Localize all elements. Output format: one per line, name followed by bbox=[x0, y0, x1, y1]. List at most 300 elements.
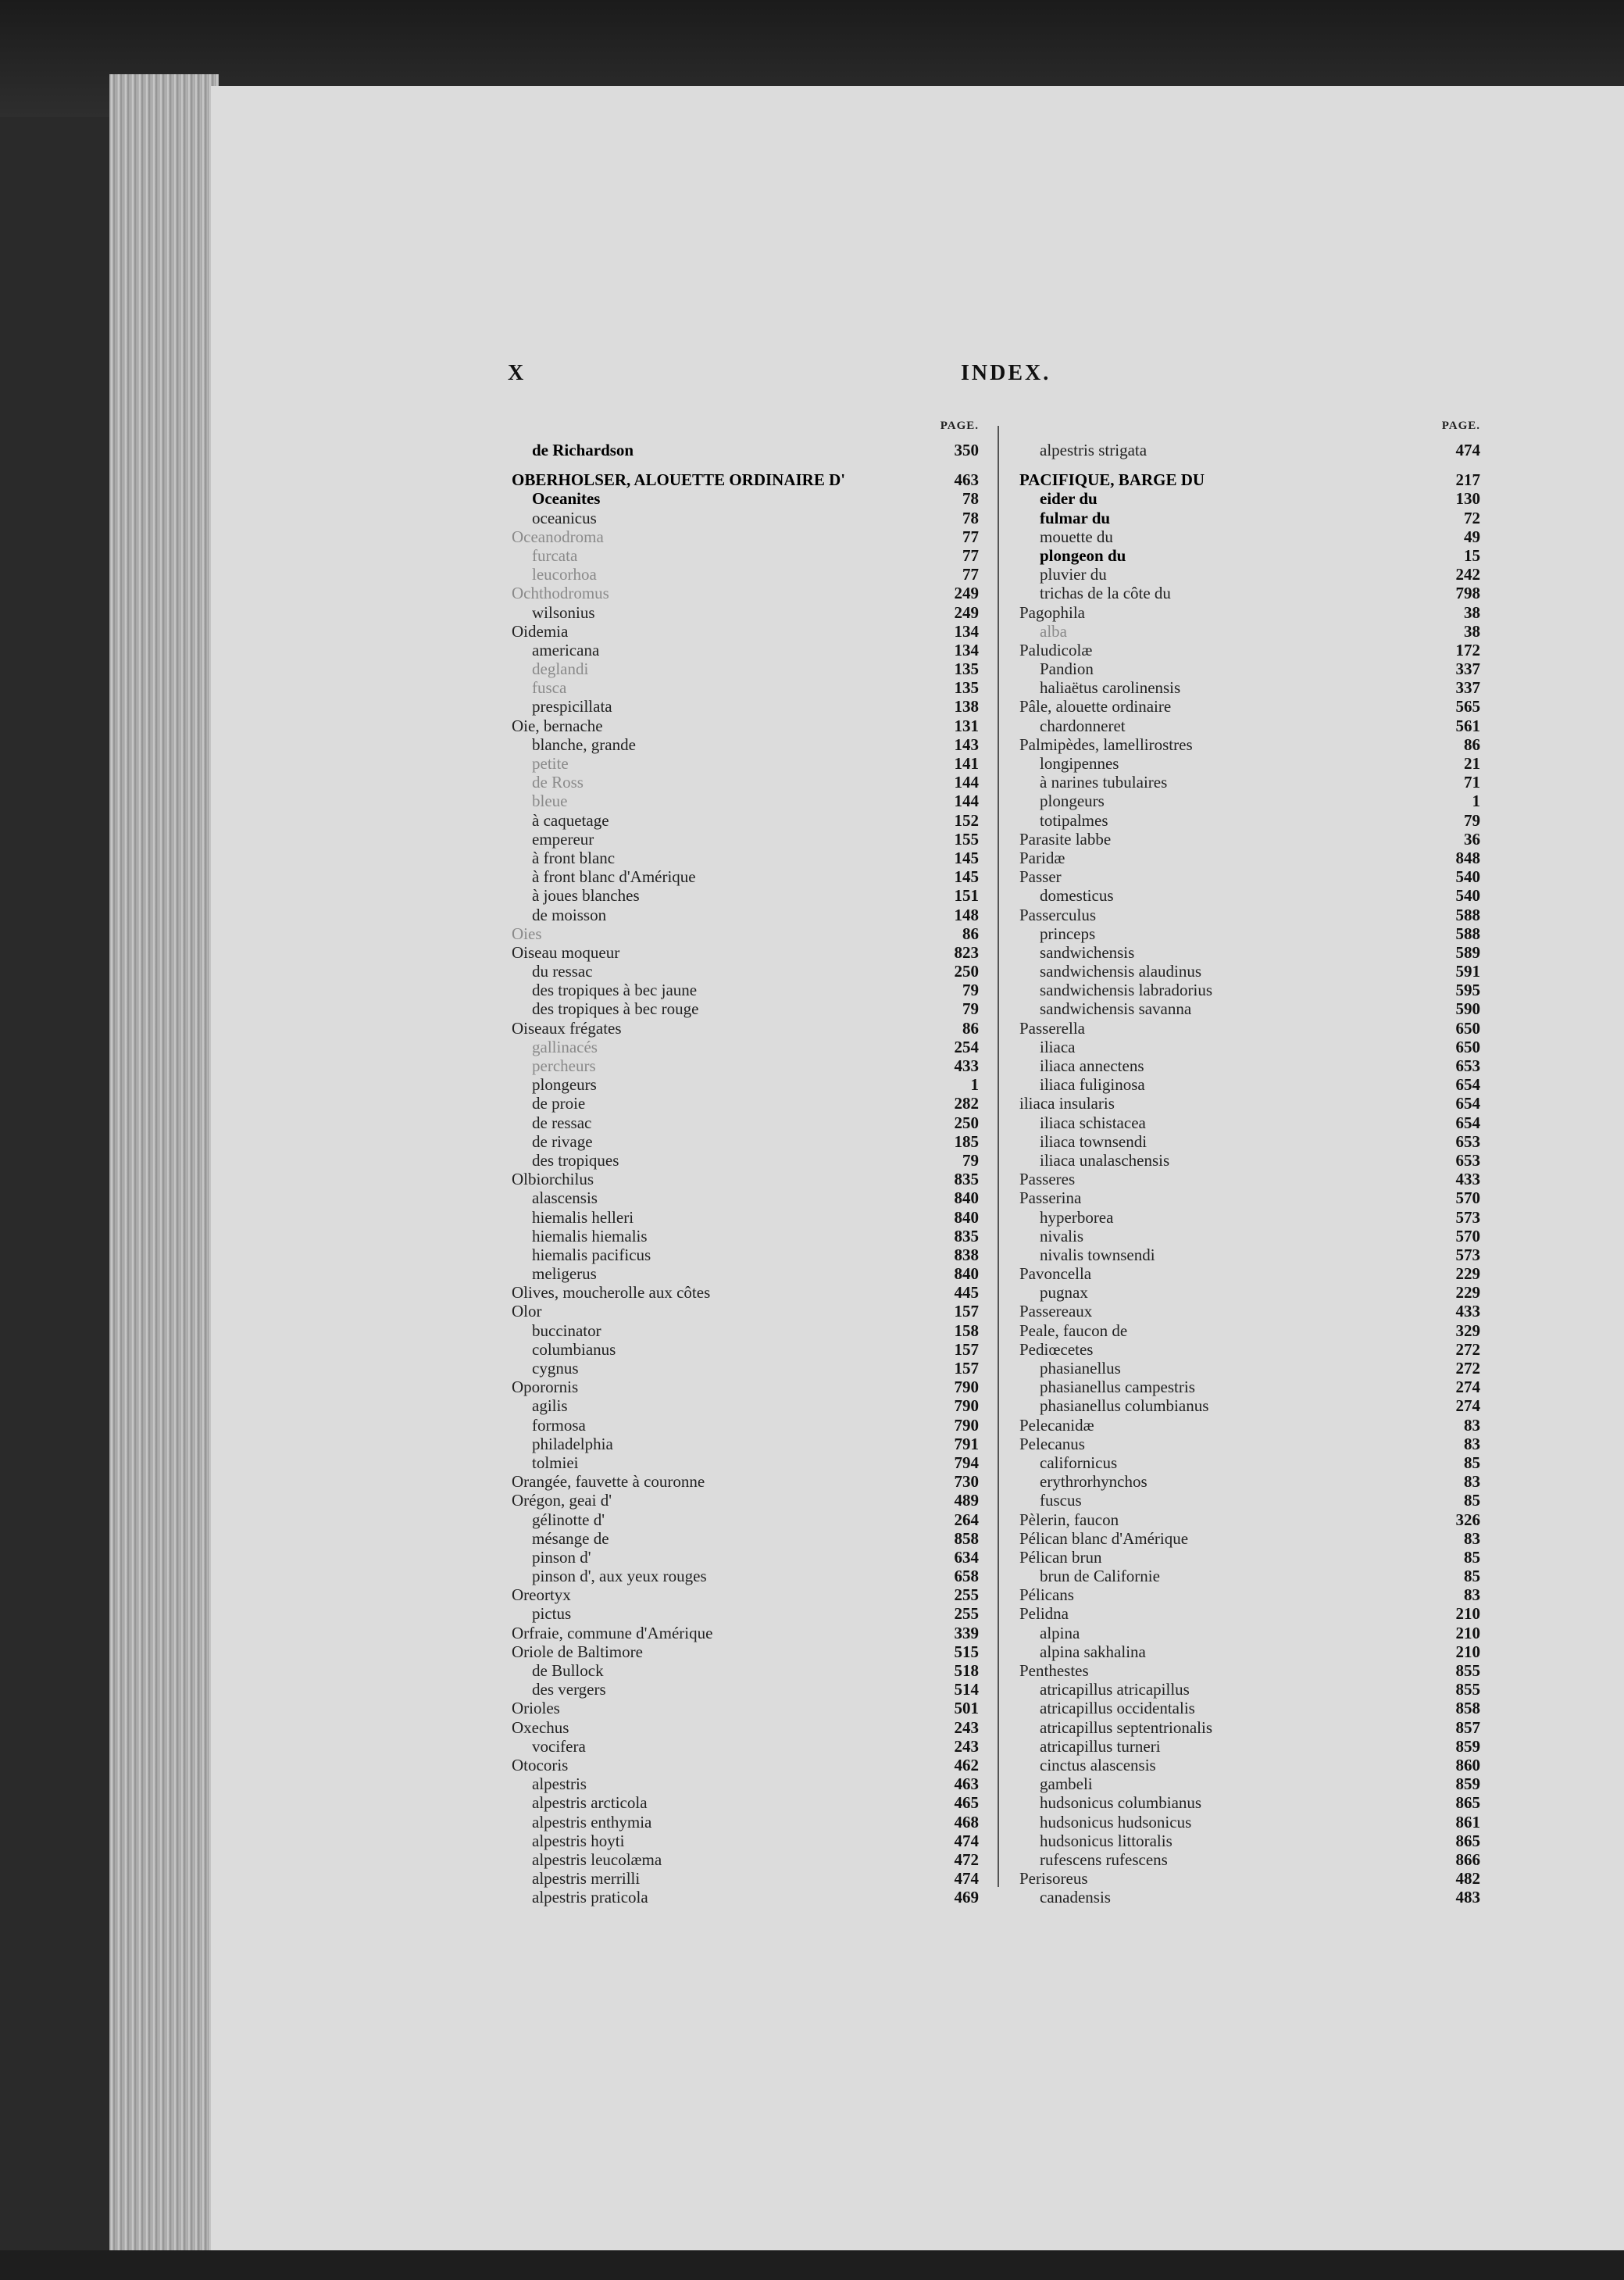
index-entry-label: eider du bbox=[1040, 489, 1098, 509]
index-entry-label: percheurs bbox=[532, 1056, 596, 1075]
index-entry-label: du ressac bbox=[532, 962, 593, 981]
index-entry bbox=[512, 1075, 979, 1094]
index-entry bbox=[512, 1019, 979, 1038]
index-entry-label: alascensis bbox=[532, 1188, 598, 1208]
index-entry-page: 840 bbox=[954, 1264, 979, 1284]
index-entry bbox=[1019, 849, 1480, 867]
index-entry-page: 570 bbox=[1455, 1188, 1480, 1208]
index-entry-label: erythrorhynchos bbox=[1040, 1472, 1148, 1492]
index-entry bbox=[1019, 441, 1480, 459]
index-entry-page: 339 bbox=[954, 1623, 979, 1642]
index-entry-page: 590 bbox=[1455, 999, 1480, 1019]
index-entry-page: 85 bbox=[1464, 1491, 1480, 1510]
index-entry bbox=[512, 1604, 979, 1623]
index-entry-label: cygnus bbox=[532, 1359, 579, 1378]
index-entry bbox=[1019, 867, 1480, 886]
index-entry-label: blanche, grande bbox=[532, 734, 636, 754]
index-entry bbox=[1019, 1472, 1480, 1491]
index-entry-page: 474 bbox=[1455, 441, 1480, 459]
index-entry bbox=[1019, 1019, 1480, 1038]
index-entry-page: 79 bbox=[962, 1150, 979, 1170]
index-entry bbox=[512, 1491, 979, 1510]
index-entry-label: deglandi bbox=[532, 659, 589, 679]
index-entry-page: 229 bbox=[1455, 1264, 1480, 1284]
index-entry-label: à narines tubulaires bbox=[1040, 773, 1168, 792]
index-entry-page: 157 bbox=[954, 1359, 979, 1378]
index-entry-page: 573 bbox=[1455, 1207, 1480, 1227]
index-entry-page: 337 bbox=[1455, 659, 1480, 679]
index-entry-page: 130 bbox=[1455, 489, 1480, 509]
index-entry-label: totipalmes bbox=[1040, 810, 1108, 830]
index-entry-page: 653 bbox=[1455, 1131, 1480, 1151]
index-entry bbox=[1019, 981, 1480, 999]
index-entry-label: sandwichensis alaudinus bbox=[1040, 962, 1202, 981]
index-entry-label: Perisoreus bbox=[1019, 1869, 1088, 1889]
index-entry-label: Passerella bbox=[1019, 1018, 1085, 1038]
index-entry bbox=[512, 1094, 979, 1113]
index-entry-page: 859 bbox=[1455, 1774, 1480, 1794]
index-entry-page: 483 bbox=[1455, 1888, 1480, 1907]
index-entry-page: 71 bbox=[1464, 773, 1480, 792]
index-entry bbox=[1019, 1321, 1480, 1340]
index-entry-page: 634 bbox=[954, 1547, 979, 1567]
page-title: INDEX. bbox=[961, 361, 1051, 385]
index-entry-page: 855 bbox=[1455, 1661, 1480, 1680]
index-entry bbox=[1019, 924, 1480, 943]
index-entry-page: 482 bbox=[1455, 1869, 1480, 1889]
index-entry-page: 79 bbox=[962, 999, 979, 1019]
index-entry-label: Pèlerin, faucon bbox=[1019, 1510, 1119, 1529]
index-entry bbox=[512, 1832, 979, 1850]
index-entry-label: trichas de la côte du bbox=[1040, 584, 1171, 603]
index-entry-page: 155 bbox=[954, 829, 979, 849]
index-entry bbox=[512, 565, 979, 584]
index-entry-page: 79 bbox=[1464, 810, 1480, 830]
index-entry-page: 282 bbox=[954, 1094, 979, 1113]
index-entry bbox=[512, 1661, 979, 1680]
index-entry-page: 858 bbox=[954, 1528, 979, 1548]
index-entry-page: 337 bbox=[1455, 678, 1480, 698]
index-entry-label: pugnax bbox=[1040, 1283, 1088, 1303]
index-entry-label: PACIFIQUE, BARGE DU bbox=[1019, 470, 1205, 490]
index-entry bbox=[1019, 1585, 1480, 1604]
index-entry-page: 540 bbox=[1455, 867, 1480, 887]
index-entry-page: 83 bbox=[1464, 1528, 1480, 1548]
index-entry-label: cinctus alascensis bbox=[1040, 1755, 1156, 1774]
index-entry-label: Oceanodroma bbox=[512, 527, 604, 546]
index-entry-label: atricapillus atricapillus bbox=[1040, 1680, 1190, 1699]
index-entry-page: 172 bbox=[1455, 640, 1480, 659]
index-entry-page: 798 bbox=[1455, 584, 1480, 603]
index-entry-label: alba bbox=[1040, 621, 1067, 641]
index-entry-label: Oiseaux frégates bbox=[512, 1018, 622, 1038]
index-entry-label: alpestris hoyti bbox=[532, 1831, 625, 1850]
index-entry-page: 255 bbox=[954, 1604, 979, 1624]
index-entry-page: 865 bbox=[1455, 1831, 1480, 1850]
index-entry bbox=[512, 1718, 979, 1737]
index-entry-page: 654 bbox=[1455, 1113, 1480, 1132]
index-entry bbox=[1019, 1056, 1480, 1075]
index-entry-page: 143 bbox=[954, 734, 979, 754]
index-entry-label: de proie bbox=[532, 1094, 586, 1113]
index-entry bbox=[1019, 641, 1480, 659]
index-entry-page: 858 bbox=[1455, 1699, 1480, 1718]
index-entry-label: pictus bbox=[532, 1604, 572, 1624]
index-entry-page: 83 bbox=[1464, 1472, 1480, 1492]
index-entry-page: 465 bbox=[954, 1793, 979, 1813]
index-entry bbox=[512, 1113, 979, 1132]
index-entry-label: Passerina bbox=[1019, 1188, 1082, 1208]
index-entry-label: pluvier du bbox=[1040, 565, 1107, 584]
index-entry-label: vocifera bbox=[532, 1736, 586, 1756]
index-entry-page: 135 bbox=[954, 659, 979, 679]
index-entry-label: plongeurs bbox=[1040, 792, 1105, 811]
index-entry-label: nivalis bbox=[1040, 1226, 1083, 1245]
index-entry-label: hiemalis helleri bbox=[532, 1207, 634, 1227]
index-entry bbox=[512, 735, 979, 754]
index-entry-page: 86 bbox=[1464, 734, 1480, 754]
index-entry-page: 514 bbox=[954, 1680, 979, 1699]
index-entry bbox=[512, 697, 979, 716]
index-entry bbox=[1019, 1340, 1480, 1359]
index-entry bbox=[512, 603, 979, 622]
index-entry bbox=[512, 1774, 979, 1793]
index-entry bbox=[512, 546, 979, 565]
index-entry-label: iliaca fuliginosa bbox=[1040, 1075, 1145, 1095]
index-column-left bbox=[512, 420, 979, 1907]
index-entry bbox=[1019, 678, 1480, 697]
page-column-heading: PAGE. bbox=[940, 420, 979, 432]
index-entry-label: Paludicolæ bbox=[1019, 640, 1093, 659]
index-entry-page: 145 bbox=[954, 848, 979, 867]
index-entry-label: Pelidna bbox=[1019, 1604, 1069, 1624]
index-entry bbox=[512, 1188, 979, 1207]
index-entry-page: 595 bbox=[1455, 981, 1480, 1000]
index-entry-label: pinson d', aux yeux rouges bbox=[532, 1567, 707, 1586]
index-entry-label: phasianellus campestris bbox=[1040, 1378, 1195, 1397]
index-entry bbox=[1019, 1548, 1480, 1567]
index-entry-page: 210 bbox=[1455, 1623, 1480, 1642]
index-entry-label: iliaca insularis bbox=[1019, 1094, 1115, 1113]
index-entry-label: Orangée, fauvette à couronne bbox=[512, 1472, 705, 1492]
index-entry bbox=[512, 906, 979, 924]
index-entry-page: 840 bbox=[954, 1207, 979, 1227]
index-entry-label: empereur bbox=[532, 829, 594, 849]
index-entry-page: 865 bbox=[1455, 1793, 1480, 1813]
index-entry bbox=[1019, 470, 1480, 489]
index-entry bbox=[1019, 1302, 1480, 1320]
index-entry bbox=[1019, 1453, 1480, 1472]
index-entry bbox=[512, 1680, 979, 1699]
index-entry-label: Oreortyx bbox=[512, 1585, 571, 1605]
index-entry-label: hudsonicus littoralis bbox=[1040, 1831, 1172, 1850]
index-entry-page: 1 bbox=[970, 1075, 979, 1095]
index-entry-label: hiemalis hiemalis bbox=[532, 1226, 648, 1245]
index-entry-label: phasianellus columbianus bbox=[1040, 1396, 1209, 1416]
index-entry bbox=[1019, 717, 1480, 735]
index-entry-page: 654 bbox=[1455, 1094, 1480, 1113]
index-entry-label: Parasite labbe bbox=[1019, 829, 1112, 849]
index-entry bbox=[512, 849, 979, 867]
page-number-roman: X bbox=[508, 361, 526, 385]
index-entry-label: Olbiorchilus bbox=[512, 1170, 594, 1189]
index-entry-page: 790 bbox=[954, 1396, 979, 1416]
index-entry bbox=[1019, 1850, 1480, 1869]
index-entry-page: 840 bbox=[954, 1188, 979, 1208]
index-entry-label: de moisson bbox=[532, 905, 607, 924]
index-entry-label: Pelecanidæ bbox=[1019, 1415, 1094, 1435]
index-entry bbox=[1019, 1642, 1480, 1661]
index-entry-label: atricapillus turneri bbox=[1040, 1736, 1161, 1756]
index-entry-label: de rivage bbox=[532, 1131, 593, 1151]
index-entry-label: brun de Californie bbox=[1040, 1567, 1160, 1586]
index-entry bbox=[1019, 1038, 1480, 1056]
index-entry bbox=[512, 1793, 979, 1812]
index-entry-page: 83 bbox=[1464, 1434, 1480, 1453]
index-entry bbox=[512, 1208, 979, 1227]
index-entry-page: 791 bbox=[954, 1434, 979, 1453]
index-entry-page: 77 bbox=[962, 565, 979, 584]
index-entry bbox=[512, 1813, 979, 1832]
index-entry-page: 469 bbox=[954, 1888, 979, 1907]
index-entry-page: 565 bbox=[1455, 697, 1480, 717]
index-entry bbox=[512, 584, 979, 602]
index-entry-page: 85 bbox=[1464, 1547, 1480, 1567]
index-entry-page: 242 bbox=[1455, 565, 1480, 584]
index-entry-label: alpestris merrilli bbox=[532, 1869, 641, 1889]
index-entry bbox=[1019, 792, 1480, 810]
index-entry bbox=[1019, 697, 1480, 716]
index-entry bbox=[512, 1869, 979, 1888]
index-entry bbox=[512, 470, 979, 489]
index-entry bbox=[1019, 1813, 1480, 1832]
index-entry bbox=[512, 1756, 979, 1774]
index-entry-page: 134 bbox=[954, 640, 979, 659]
index-entry-page: 591 bbox=[1455, 962, 1480, 981]
index-entry bbox=[1019, 1283, 1480, 1302]
index-entry-label: Olor bbox=[512, 1302, 542, 1321]
index-entry bbox=[512, 1321, 979, 1340]
index-entry bbox=[1019, 1170, 1480, 1188]
index-entry bbox=[512, 811, 979, 830]
index-entry bbox=[1019, 546, 1480, 565]
index-entry-page: 561 bbox=[1455, 716, 1480, 735]
index-entry-label: alpina sakhalina bbox=[1040, 1642, 1146, 1661]
index-entry-page: 838 bbox=[954, 1245, 979, 1264]
index-entry-label: à front blanc d'Amérique bbox=[532, 867, 696, 887]
index-entry bbox=[1019, 1359, 1480, 1378]
index-entry-page: 462 bbox=[954, 1755, 979, 1774]
index-entry bbox=[1019, 509, 1480, 527]
index-entry-page: 658 bbox=[954, 1567, 979, 1586]
index-entry-label: alpestris leucolæma bbox=[532, 1849, 662, 1869]
index-entry bbox=[512, 981, 979, 999]
index-entry-page: 350 bbox=[954, 441, 979, 459]
index-entry-page: 249 bbox=[954, 584, 979, 603]
index-entry bbox=[512, 1510, 979, 1529]
index-entry-page: 855 bbox=[1455, 1680, 1480, 1699]
index-entry-label: alpestris enthymia bbox=[532, 1812, 652, 1832]
index-entry bbox=[1019, 1737, 1480, 1756]
index-entry bbox=[1019, 1793, 1480, 1812]
index-entry-page: 141 bbox=[954, 754, 979, 773]
index-entry-label: Pediœcetes bbox=[1019, 1339, 1094, 1359]
index-entry bbox=[512, 1359, 979, 1378]
index-entry-label: Oiseau moqueur bbox=[512, 942, 620, 962]
index-entry-label: hudsonicus columbianus bbox=[1040, 1793, 1202, 1813]
index-entry-label: bleue bbox=[532, 792, 568, 811]
index-entry-label: des tropiques à bec jaune bbox=[532, 981, 698, 1000]
index-entry bbox=[512, 1624, 979, 1642]
index-entry-page: 588 bbox=[1455, 924, 1480, 943]
index-entry-page: 835 bbox=[954, 1226, 979, 1245]
index-entry-page: 72 bbox=[1464, 508, 1480, 527]
index-entry-label: Oriole de Baltimore bbox=[512, 1642, 643, 1661]
page-header bbox=[508, 361, 1492, 392]
index-entry bbox=[512, 886, 979, 905]
index-entry bbox=[1019, 1113, 1480, 1132]
index-entry-label: des tropiques à bec rouge bbox=[532, 999, 699, 1019]
index-entry-page: 835 bbox=[954, 1170, 979, 1189]
index-entry-page: 86 bbox=[962, 924, 979, 943]
index-entry bbox=[1019, 1208, 1480, 1227]
index-entry-page: 730 bbox=[954, 1472, 979, 1492]
index-entry bbox=[1019, 1416, 1480, 1435]
index-entry bbox=[512, 1850, 979, 1869]
index-entry-page: 790 bbox=[954, 1415, 979, 1435]
index-entry bbox=[1019, 584, 1480, 602]
index-entry-label: gallinacés bbox=[532, 1037, 598, 1056]
index-entry-page: 152 bbox=[954, 810, 979, 830]
index-entry bbox=[1019, 1188, 1480, 1207]
index-entry-label: wilsonius bbox=[532, 602, 595, 622]
index-entry-page: 36 bbox=[1464, 829, 1480, 849]
index-entry bbox=[512, 659, 979, 678]
index-entry-page: 83 bbox=[1464, 1415, 1480, 1435]
index-entry-label: tolmiei bbox=[532, 1453, 579, 1472]
index-entry bbox=[1019, 773, 1480, 792]
index-entry-page: 823 bbox=[954, 942, 979, 962]
index-entry bbox=[512, 1435, 979, 1453]
index-entry-label: chardonneret bbox=[1040, 716, 1126, 735]
index-entry bbox=[1019, 962, 1480, 981]
index-entry bbox=[1019, 1869, 1480, 1888]
index-entry-label: Pélicans bbox=[1019, 1585, 1074, 1605]
index-entry-label: domesticus bbox=[1040, 886, 1114, 906]
index-entry-page: 857 bbox=[1455, 1717, 1480, 1737]
index-entry-page: 650 bbox=[1455, 1018, 1480, 1038]
index-entry-label: plongeon du bbox=[1040, 545, 1126, 565]
index-entry-label: Orioles bbox=[512, 1699, 560, 1718]
index-entry bbox=[512, 1888, 979, 1907]
index-entry-label: rufescens rufescens bbox=[1040, 1849, 1168, 1869]
index-entry-page: 135 bbox=[954, 678, 979, 698]
index-entry-page: 210 bbox=[1455, 1604, 1480, 1624]
index-entry-page: 138 bbox=[954, 697, 979, 717]
index-entry-page: 134 bbox=[954, 621, 979, 641]
index-entry-page: 474 bbox=[954, 1831, 979, 1850]
index-entry-label: atricapillus occidentalis bbox=[1040, 1699, 1195, 1718]
index-entry-label: alpestris praticola bbox=[532, 1888, 648, 1907]
index-entry bbox=[1019, 830, 1480, 849]
index-entry-page: 229 bbox=[1455, 1283, 1480, 1303]
index-entry-label: iliaca schistacea bbox=[1040, 1113, 1146, 1132]
index-entry bbox=[512, 1585, 979, 1604]
index-entry bbox=[1019, 906, 1480, 924]
index-entry-page: 210 bbox=[1455, 1642, 1480, 1661]
index-entry bbox=[1019, 1510, 1480, 1529]
index-entry bbox=[1019, 1435, 1480, 1453]
index-entry bbox=[1019, 1718, 1480, 1737]
index-entry bbox=[512, 1151, 979, 1170]
index-entry-label: OBERHOLSER, ALOUETTE ORDINAIRE D' bbox=[512, 470, 846, 490]
index-entry-page: 329 bbox=[1455, 1320, 1480, 1340]
index-entry bbox=[1019, 999, 1480, 1018]
index-entry-label: des vergers bbox=[532, 1680, 606, 1699]
index-entry-page: 489 bbox=[954, 1491, 979, 1510]
index-entry bbox=[1019, 603, 1480, 622]
index-entry-page: 274 bbox=[1455, 1378, 1480, 1397]
index-entry-label: de Bullock bbox=[532, 1661, 604, 1680]
index-entry-label: petite bbox=[532, 754, 569, 773]
index-entry bbox=[512, 1264, 979, 1283]
index-entry-label: Oies bbox=[512, 924, 542, 943]
index-entry bbox=[1019, 1529, 1480, 1548]
index-entry-label: buccinator bbox=[532, 1320, 601, 1340]
index-entry-label: de ressac bbox=[532, 1113, 592, 1132]
index-entry bbox=[1019, 1888, 1480, 1907]
index-entry-page: 144 bbox=[954, 792, 979, 811]
index-entry-label: fusca bbox=[532, 678, 567, 698]
index-entry-label: Orfraie, commune d'Amérique bbox=[512, 1623, 713, 1642]
index-entry-page: 588 bbox=[1455, 905, 1480, 924]
index-entry-label: oceanicus bbox=[532, 508, 597, 527]
index-entry bbox=[512, 1548, 979, 1567]
index-entry-page: 86 bbox=[962, 1018, 979, 1038]
index-entry bbox=[512, 1132, 979, 1151]
index-entry-label: atricapillus septentrionalis bbox=[1040, 1717, 1213, 1737]
index-entry-page: 272 bbox=[1455, 1339, 1480, 1359]
index-entry-label: princeps bbox=[1040, 924, 1096, 943]
index-entry bbox=[512, 924, 979, 943]
index-entry bbox=[1019, 754, 1480, 773]
index-entry bbox=[1019, 1396, 1480, 1415]
index-entry-page: 515 bbox=[954, 1642, 979, 1661]
index-entry bbox=[512, 754, 979, 773]
index-entry-label: mouette du bbox=[1040, 527, 1113, 546]
index-entry bbox=[512, 1737, 979, 1756]
index-entry-page: 468 bbox=[954, 1812, 979, 1832]
index-entry bbox=[1019, 1245, 1480, 1264]
index-entry-page: 518 bbox=[954, 1661, 979, 1680]
index-entry-label: Pâle, alouette ordinaire bbox=[1019, 697, 1172, 717]
index-entry-label: longipennes bbox=[1040, 754, 1119, 773]
index-entry bbox=[1019, 886, 1480, 905]
index-entry-label: à caquetage bbox=[532, 810, 609, 830]
index-entry-label: hiemalis pacificus bbox=[532, 1245, 651, 1264]
index-entry-label: Otocoris bbox=[512, 1755, 569, 1774]
index-entry bbox=[1019, 1094, 1480, 1113]
index-entry-label: Orégon, geai d' bbox=[512, 1491, 612, 1510]
index-entry-page: 445 bbox=[954, 1283, 979, 1303]
index-entry bbox=[512, 1283, 979, 1302]
index-entry-page: 250 bbox=[954, 962, 979, 981]
index-entry-label: Pelecanus bbox=[1019, 1434, 1085, 1453]
index-entry-label: Pavoncella bbox=[1019, 1264, 1092, 1284]
index-entry-label: de Ross bbox=[532, 773, 584, 792]
index-entry-page: 573 bbox=[1455, 1245, 1480, 1264]
index-entry-page: 866 bbox=[1455, 1849, 1480, 1869]
